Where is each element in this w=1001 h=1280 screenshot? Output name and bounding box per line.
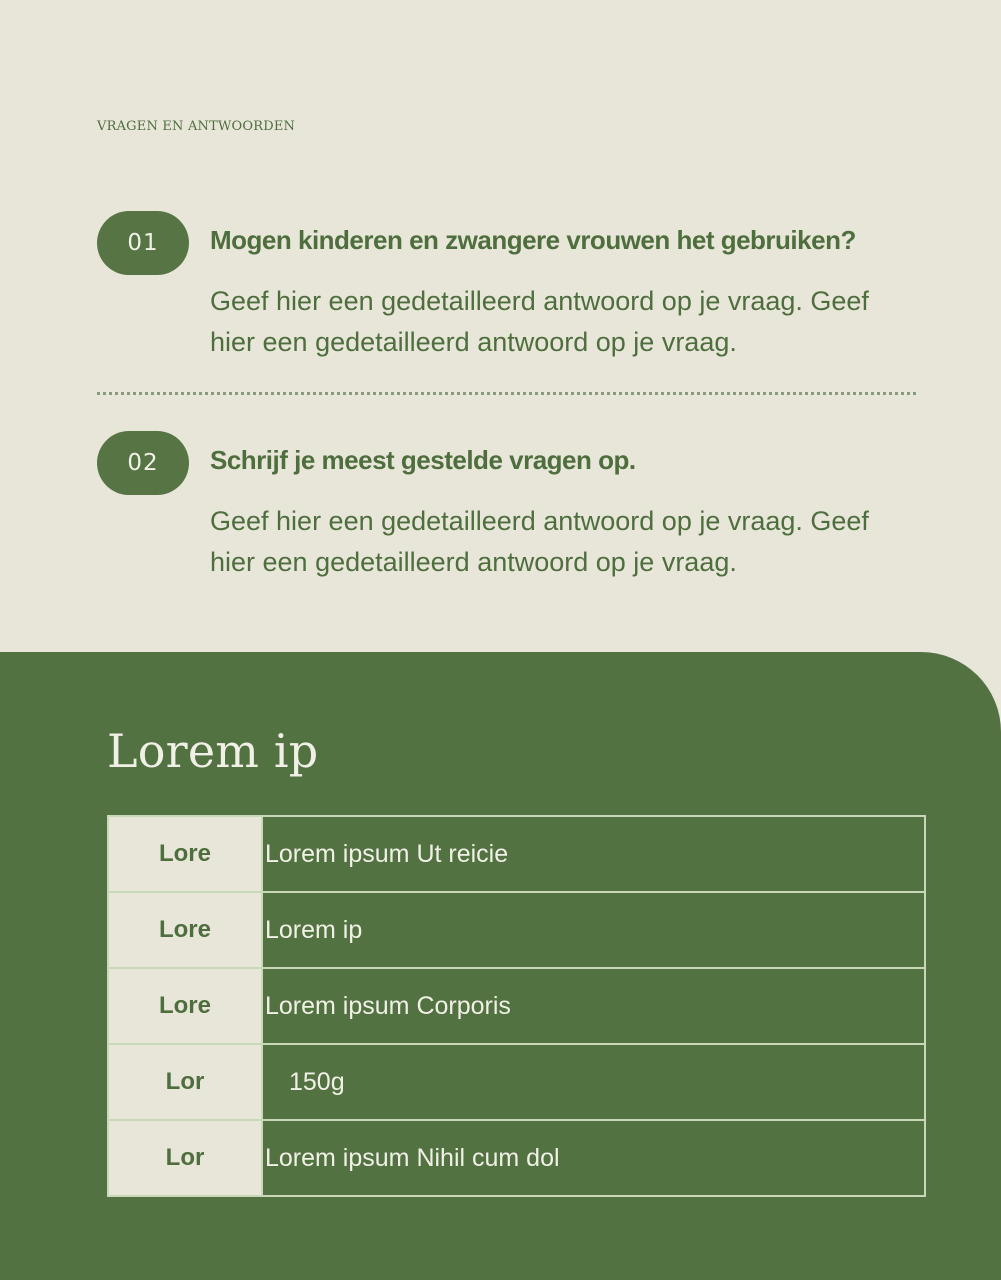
table-row [108,816,925,892]
faq-number-badge: 02 [97,431,189,495]
specs-panel [0,652,1001,1280]
spec-key: Lor [108,1044,262,1120]
faq-divider [97,392,916,395]
spec-value: 150g [262,1044,925,1120]
faq-number-badge: 01 [97,211,189,275]
spec-value: Lorem ipsum Ut reicie [262,816,925,892]
spec-key: Lore [108,816,262,892]
spec-table [107,815,926,1197]
spec-key: Lore [108,968,262,1044]
section-eyebrow: VRAGEN EN ANTWOORDEN [97,119,296,134]
spec-value: Lorem ip [262,892,925,968]
faq-answer: Geef hier een gedetailleerd antwoord op je vraag. Geef hier een gedetailleerd antwoord op je vraag. [210,286,869,357]
table-row [108,968,925,1044]
faq-answer: Geef hier een gedetailleerd antwoord op je vraag. Geef hier een gedetailleerd antwoord op je vraag. [210,506,869,577]
spec-key: Lore [108,892,262,968]
table-row [108,1044,925,1120]
spec-value: Lorem ipsum Corporis [262,968,925,1044]
faq-question: Mogen kinderen en zwangere vrouwen het gebruiken? [210,225,856,255]
panel-title: Lorem ip [107,724,319,778]
spec-key: Lor [108,1120,262,1196]
faq-question: Schrijf je meest gestelde vragen op. [210,445,636,475]
table-row [108,1120,925,1196]
table-row [108,892,925,968]
spec-value: Lorem ipsum Nihil cum dol [262,1120,925,1196]
